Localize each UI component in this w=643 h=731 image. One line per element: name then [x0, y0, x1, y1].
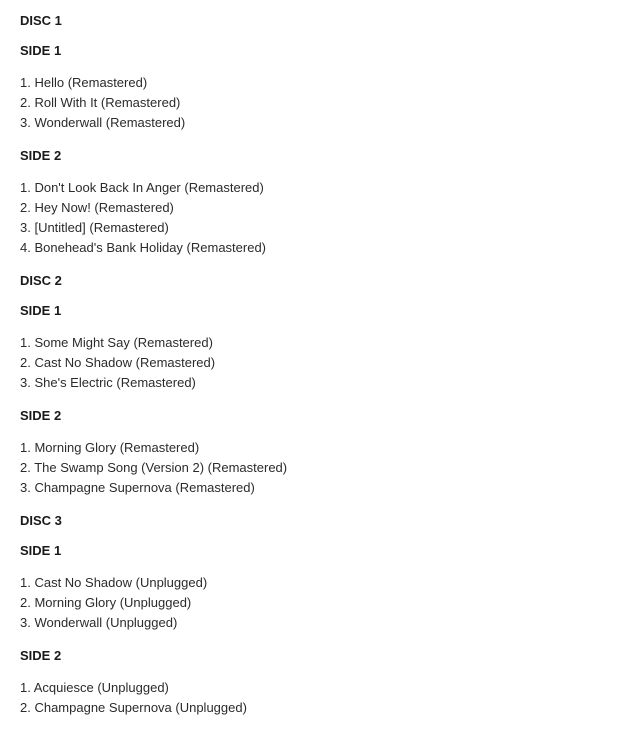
track-item: 2. Cast No Shadow (Remastered) — [20, 355, 216, 370]
track-list — [20, 333, 643, 393]
side-heading: SIDE 2 — [20, 148, 62, 163]
side-heading: SIDE 1 — [20, 303, 62, 318]
track-item: 1. Cast No Shadow (Unplugged) — [20, 575, 208, 590]
track-item: 3. She's Electric (Remastered) — [20, 375, 196, 390]
track-list — [20, 73, 643, 133]
disc-1 — [20, 13, 643, 258]
track-item: 1. Acquiesce (Unplugged) — [20, 680, 169, 695]
track-item: 3. [Untitled] (Remastered) — [20, 220, 169, 235]
disc-3-side-2 — [20, 648, 643, 718]
track-item: 3. Champagne Supernova (Remastered) — [20, 480, 255, 495]
track-item: 3. Wonderwall (Unplugged) — [20, 615, 178, 630]
disc-heading: DISC 2 — [20, 273, 62, 288]
disc-heading: DISC 1 — [20, 13, 62, 28]
side-heading: SIDE 1 — [20, 543, 62, 558]
track-list — [20, 573, 643, 633]
track-item: 2. Roll With It (Remastered) — [20, 95, 181, 110]
disc-3 — [20, 513, 643, 718]
track-item: 2. Hey Now! (Remastered) — [20, 200, 174, 215]
disc-heading: DISC 3 — [20, 513, 62, 528]
disc-2-side-2 — [20, 408, 643, 498]
track-item: 1. Don't Look Back In Anger (Remastered) — [20, 180, 264, 195]
side-heading: SIDE 2 — [20, 648, 62, 663]
track-item: 2. Morning Glory (Unplugged) — [20, 595, 192, 610]
track-item: 1. Morning Glory (Remastered) — [20, 440, 200, 455]
track-item: 4. Bonehead's Bank Holiday (Remastered) — [20, 240, 267, 255]
disc-3-side-1 — [20, 543, 643, 633]
track-item: 1. Some Might Say (Remastered) — [20, 335, 213, 350]
track-list — [20, 438, 643, 498]
track-list — [20, 178, 643, 258]
track-item: 2. The Swamp Song (Version 2) (Remastered) — [20, 460, 288, 475]
disc-1-side-1 — [20, 43, 643, 133]
track-item: 3. Wonderwall (Remastered) — [20, 115, 186, 130]
disc-2 — [20, 273, 643, 498]
track-item: 1. Hello (Remastered) — [20, 75, 148, 90]
side-heading: SIDE 2 — [20, 408, 62, 423]
track-item: 2. Champagne Supernova (Unplugged) — [20, 700, 247, 715]
side-heading: SIDE 1 — [20, 43, 62, 58]
disc-2-side-1 — [20, 303, 643, 393]
disc-1-side-2 — [20, 148, 643, 258]
track-list — [20, 678, 643, 718]
